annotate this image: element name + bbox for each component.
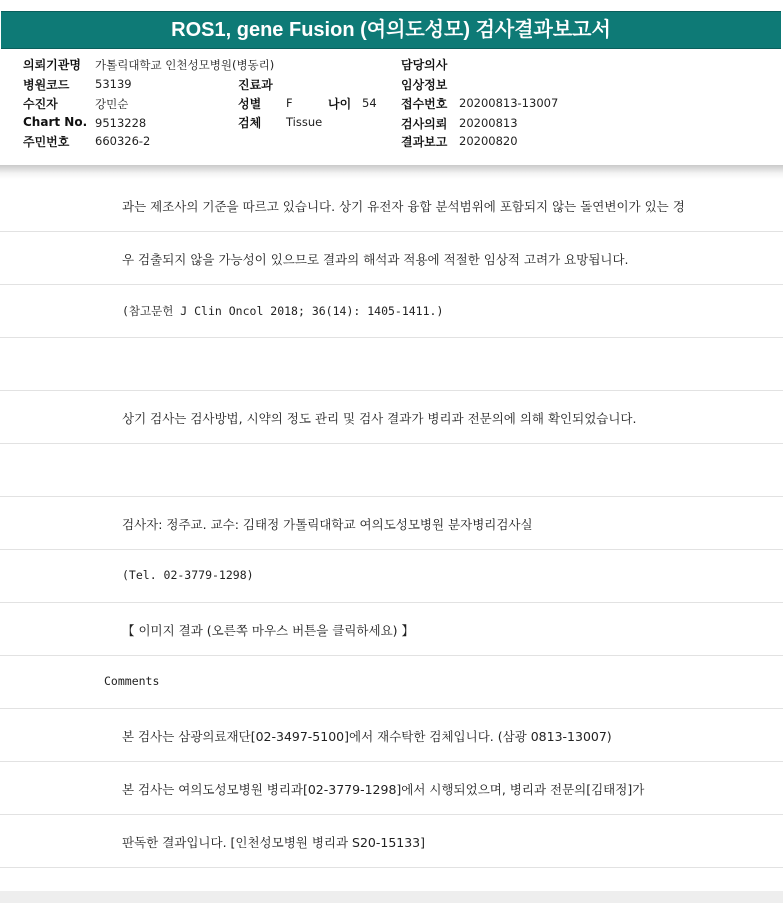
bottom-scroll-area [0,891,783,903]
comment-line: 본 검사는 삼광의료재단[02-3497-5100]에서 재수탁한 검체입니다. (삼광 0813-13007) [0,709,783,762]
report-line: 우 검출되지 않을 가능성이 있으므로 결과의 해석과 적용에 적절한 임상적 고려가 요망됩니다. [0,232,783,285]
chart-label: Chart No. [23,115,88,129]
image-result-link[interactable]: 【 이미지 결과 (오른쪽 마우스 버튼을 클릭하세요) 】 [122,623,414,638]
chart-value: 9513228 [95,116,147,130]
rrn-label: 주민번호 [23,135,70,149]
rrn-value: 660326-2 [95,134,151,148]
hospital-code-label: 병원코드 [23,78,70,92]
patient-info-header [1,49,781,165]
department-label: 진료과 [238,78,273,92]
age-value: 54 [362,96,377,110]
age-label: 나이 [328,97,352,111]
image-result-link-row[interactable] [0,603,783,656]
report-date-value: 20200820 [459,134,518,148]
patient-label: 수진자 [23,97,58,111]
report-line: (Tel. 02-3779-1298) [0,550,783,603]
hospital-code-value: 53139 [95,77,132,91]
report-line-empty [0,338,783,391]
comment-line: 판독한 결과입니다. [인천성모병원 병리과 S20-15133] [0,815,783,868]
institution-label: 의뢰기관명 [23,58,81,72]
patient-value: 강민순 [95,97,129,111]
doctor-label: 담당의사 [401,58,448,72]
report-body [0,179,783,868]
report-line: 검사자: 정주교. 교수: 김태정 가톨릭대학교 여의도성모병원 분자병리검사실 [0,497,783,550]
receipt-value: 20200813-13007 [459,96,559,110]
report-line: 과는 제조사의 기준을 따르고 있습니다. 상기 유전자 융합 분석범위에 포함되지 않는 돌연변이가 있는 경 [0,179,783,232]
report-line: 상기 검사는 검사방법, 시약의 정도 관리 및 검사 결과가 병리과 전문의에 의해 확인되었습니다. [0,391,783,444]
report-title: ROS1, gene Fusion (여의도성모) 검사결과보고서 [1,11,781,49]
request-label: 검사의뢰 [401,117,448,131]
report-line-empty [0,444,783,497]
institution-value: 가톨릭대학교 인천성모병원(병동리) [95,58,275,72]
receipt-label: 접수번호 [401,97,448,111]
comments-heading-row [0,656,783,709]
specimen-label: 검체 [238,116,262,130]
request-value: 20200813 [459,116,518,130]
specimen-value: Tissue [286,115,323,129]
sex-value: F [286,96,293,110]
comments-heading: Comments [104,674,160,688]
sex-label: 성별 [238,97,262,111]
comment-line: 본 검사는 여의도성모병원 병리과[02-3779-1298]에서 시행되었으며, 병리과 전문의[김태정]가 [0,762,783,815]
report-line: (참고문헌 J Clin Oncol 2018; 36(14): 1405-1411.) [0,285,783,338]
clinical-label: 임상정보 [401,78,448,92]
header-divider [0,165,783,179]
report-date-label: 결과보고 [401,135,448,149]
